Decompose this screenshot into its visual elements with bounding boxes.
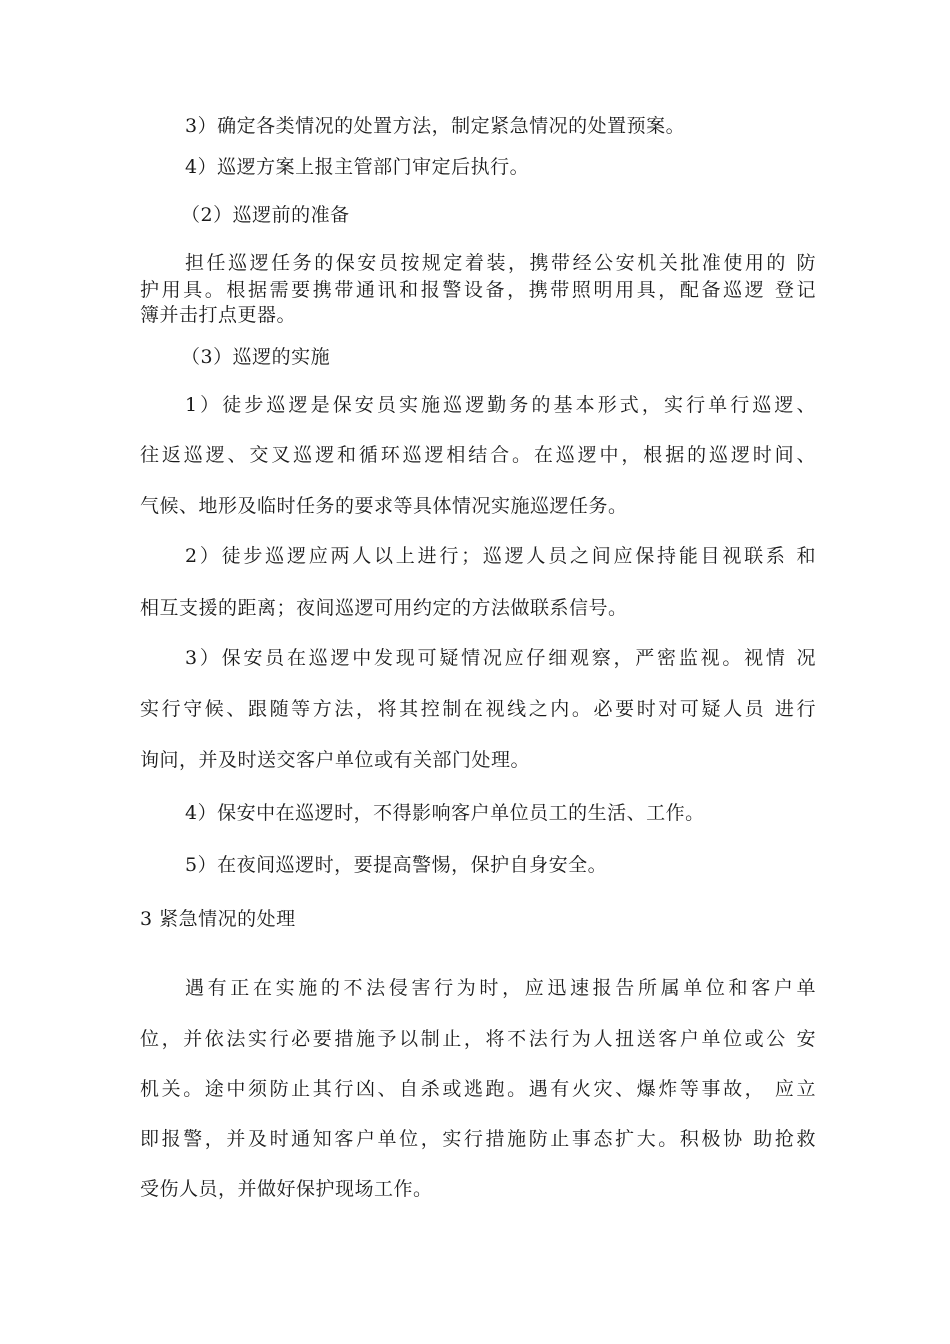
- paragraph-line: 3）保安员在巡逻中发现可疑情况应仔细观察，严密监视。视情 况: [185, 647, 816, 669]
- paragraph-line: 实行守候、跟随等方法，将其控制在视线之内。必要时对可疑人员 进行: [140, 698, 816, 720]
- paragraph-line: 担任巡逻任务的保安员按规定着装，携带经公安机关批准使用的 防: [185, 252, 816, 274]
- paragraph-line: 位，并依法实行必要措施予以制止，将不法行为人扭送客户单位或公 安: [140, 1028, 816, 1050]
- paragraph-line: 机关。途中须防止其行凶、自杀或逃跑。遇有火灾、爆炸等事故， 应立: [140, 1078, 816, 1100]
- paragraph-line: 5）在夜间巡逻时，要提高警惕，保护自身安全。: [185, 854, 608, 876]
- paragraph-line: 受伤人员，并做好保护现场工作。: [140, 1178, 433, 1200]
- paragraph-line: 遇有正在实施的不法侵害行为时，应迅速报告所属单位和客户单: [185, 977, 816, 999]
- paragraph-line: 1）徒步巡逻是保安员实施巡逻勤务的基本形式，实行单行巡逻、: [185, 394, 816, 416]
- section-heading: （2）巡逻前的准备: [181, 204, 350, 226]
- paragraph-line: 护用具。根据需要携带通讯和报警设备，携带照明用具，配备巡逻 登记: [140, 279, 816, 301]
- paragraph-line: 簿并击打点更器。: [140, 304, 297, 326]
- paragraph-line: 4）巡逻方案上报主管部门审定后执行。: [185, 156, 530, 178]
- paragraph-line: 相互支援的距离；夜间巡逻可用约定的方法做联系信号。: [140, 597, 628, 619]
- paragraph-line: 4）保安中在巡逻时，不得影响客户单位员工的生活、工作。: [185, 802, 705, 824]
- paragraph-line: 气候、地形及临时任务的要求等具体情况实施巡逻任务。: [140, 495, 628, 517]
- section-heading: （3）巡逻的实施: [181, 346, 331, 368]
- paragraph-line: 2）徒步巡逻应两人以上进行；巡逻人员之间应保持能目视联系 和: [185, 545, 816, 567]
- paragraph-line: 询问，并及时送交客户单位或有关部门处理。: [140, 749, 531, 771]
- section-heading: 3 紧急情况的处理: [140, 908, 296, 930]
- paragraph-line: 3）确定各类情况的处置方法，制定紧急情况的处置预案。: [185, 115, 686, 137]
- paragraph-line: 往返巡逻、交叉巡逻和循环巡逻相结合。在巡逻中，根据的巡逻时间、: [140, 444, 816, 466]
- paragraph-line: 即报警，并及时通知客户单位，实行措施防止事态扩大。积极协 助抢救: [140, 1128, 816, 1150]
